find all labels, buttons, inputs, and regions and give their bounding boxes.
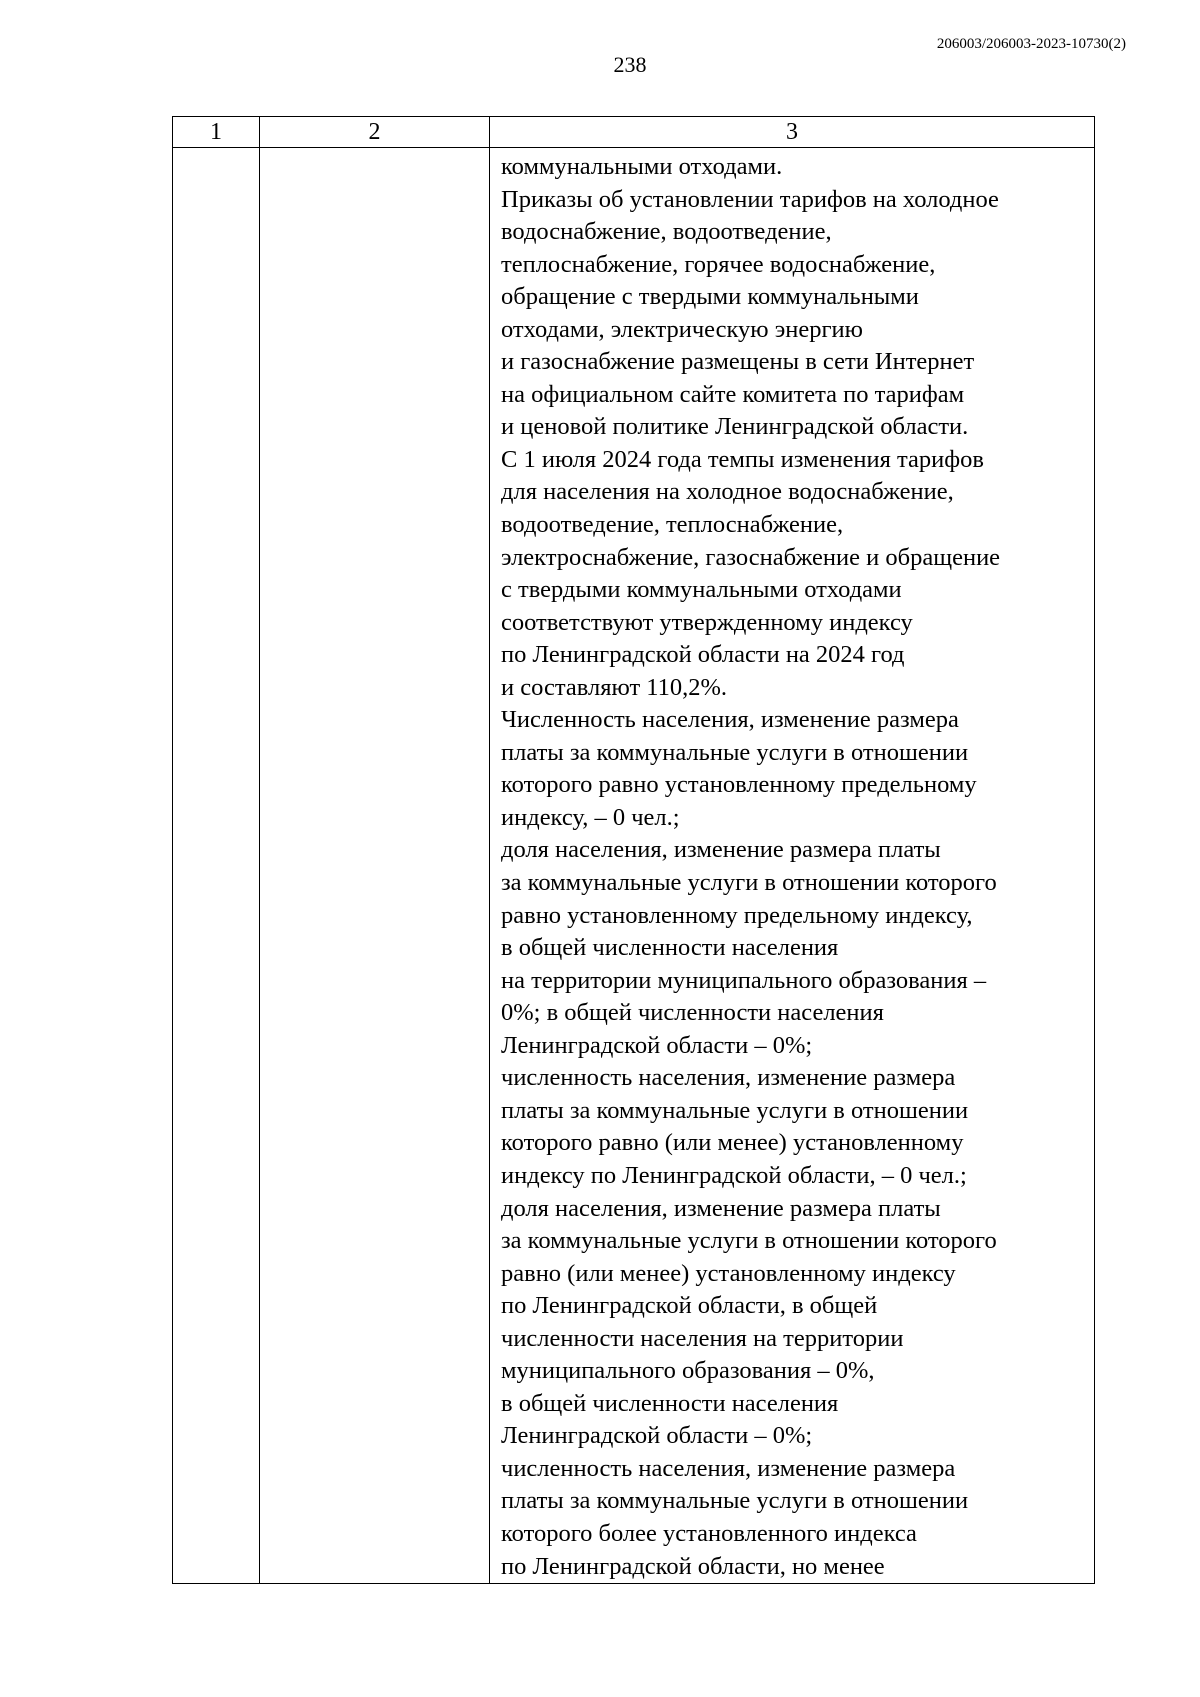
text-line: платы за коммунальные услуги в отношении: [501, 1487, 969, 1515]
text-line: которого равно (или менее) установленному: [501, 1129, 964, 1157]
text-line: численность населения, изменение размера: [501, 1064, 956, 1092]
text-line: доля населения, изменение размера платы: [501, 1194, 941, 1222]
text-line: в общей численности населения: [501, 1389, 839, 1417]
text-line: Численность населения, изменение размера: [501, 706, 959, 734]
text-line: соответствуют утвержденному индексу: [501, 608, 913, 636]
column-header-1: 1: [173, 117, 260, 148]
text-line: за коммунальные услуги в отношении которого: [501, 1227, 997, 1255]
text-line: равно (или менее) установленному индексу: [501, 1259, 956, 1287]
text-line: численности населения на территории: [501, 1324, 904, 1352]
text-line: и составляют 110,2%.: [501, 673, 728, 701]
text-line: на официальном сайте комитета по тарифам: [501, 380, 965, 408]
text-line: электроснабжение, газоснабжение и обращение: [501, 543, 1001, 571]
column-header-3: 3: [490, 117, 1095, 148]
text-line: платы за коммунальные услуги в отношении: [501, 738, 969, 766]
text-line: по Ленинградской области, в общей: [501, 1292, 878, 1320]
text-line: обращение с твердыми коммунальными: [501, 283, 919, 311]
text-line: которого равно установленному предельному: [501, 771, 977, 799]
table-header-row: [173, 117, 1095, 148]
text-line: отходами, электрическую энергию: [501, 315, 863, 343]
cell-col3: [490, 148, 1095, 1584]
cell-col1: [173, 148, 260, 1584]
text-line: платы за коммунальные услуги в отношении: [501, 1096, 969, 1124]
text-line: и ценовой политике Ленинградской области.: [501, 413, 969, 441]
document-id: 206003/206003-2023-10730(2): [936, 36, 1126, 52]
text-line: водоотведение, теплоснабжение,: [501, 511, 844, 539]
text-line: индексу по Ленинградской области, – 0 чел.;: [501, 1161, 967, 1189]
text-line: водоснабжение, водоотведение,: [501, 218, 832, 246]
cell-col3-text: [490, 148, 1094, 1583]
content-table: [172, 116, 1095, 1584]
text-line: коммунальными отходами.: [501, 153, 783, 180]
page-number: 238: [613, 52, 647, 77]
text-line: которого более установленного индекса: [501, 1519, 917, 1547]
table-row: [173, 148, 1095, 1584]
text-line: Ленинградской области – 0%;: [501, 1031, 813, 1059]
column-header-2: 2: [260, 117, 490, 148]
text-line: и газоснабжение размещены в сети Интернет: [501, 348, 975, 376]
text-line: для населения на холодное водоснабжение,: [501, 478, 954, 506]
text-line: на территории муниципального образования –: [501, 966, 987, 994]
text-line: индексу, – 0 чел.;: [501, 803, 680, 831]
text-line: муниципального образования – 0%,: [501, 1357, 875, 1385]
text-line: с твердыми коммунальными отходами: [501, 576, 902, 604]
text-line: Ленинградской области – 0%;: [501, 1422, 813, 1450]
text-line: за коммунальные услуги в отношении которого: [501, 869, 997, 897]
text-line: по Ленинградской области на 2024 год: [501, 641, 905, 669]
text-line: Приказы об установлении тарифов на холодное: [501, 185, 999, 213]
text-line: численность населения, изменение размера: [501, 1454, 956, 1482]
text-line: доля населения, изменение размера платы: [501, 836, 941, 864]
text-line: по Ленинградской области, но менее: [501, 1552, 885, 1580]
text-line: в общей численности населения: [501, 934, 839, 962]
cell-col2: [260, 148, 490, 1584]
text-line: равно установленному предельному индексу,: [501, 901, 973, 929]
text-line: С 1 июля 2024 года темпы изменения тарифов: [501, 445, 984, 473]
text-line: теплоснабжение, горячее водоснабжение,: [501, 250, 936, 278]
text-line: 0%; в общей численности населения: [501, 999, 884, 1027]
